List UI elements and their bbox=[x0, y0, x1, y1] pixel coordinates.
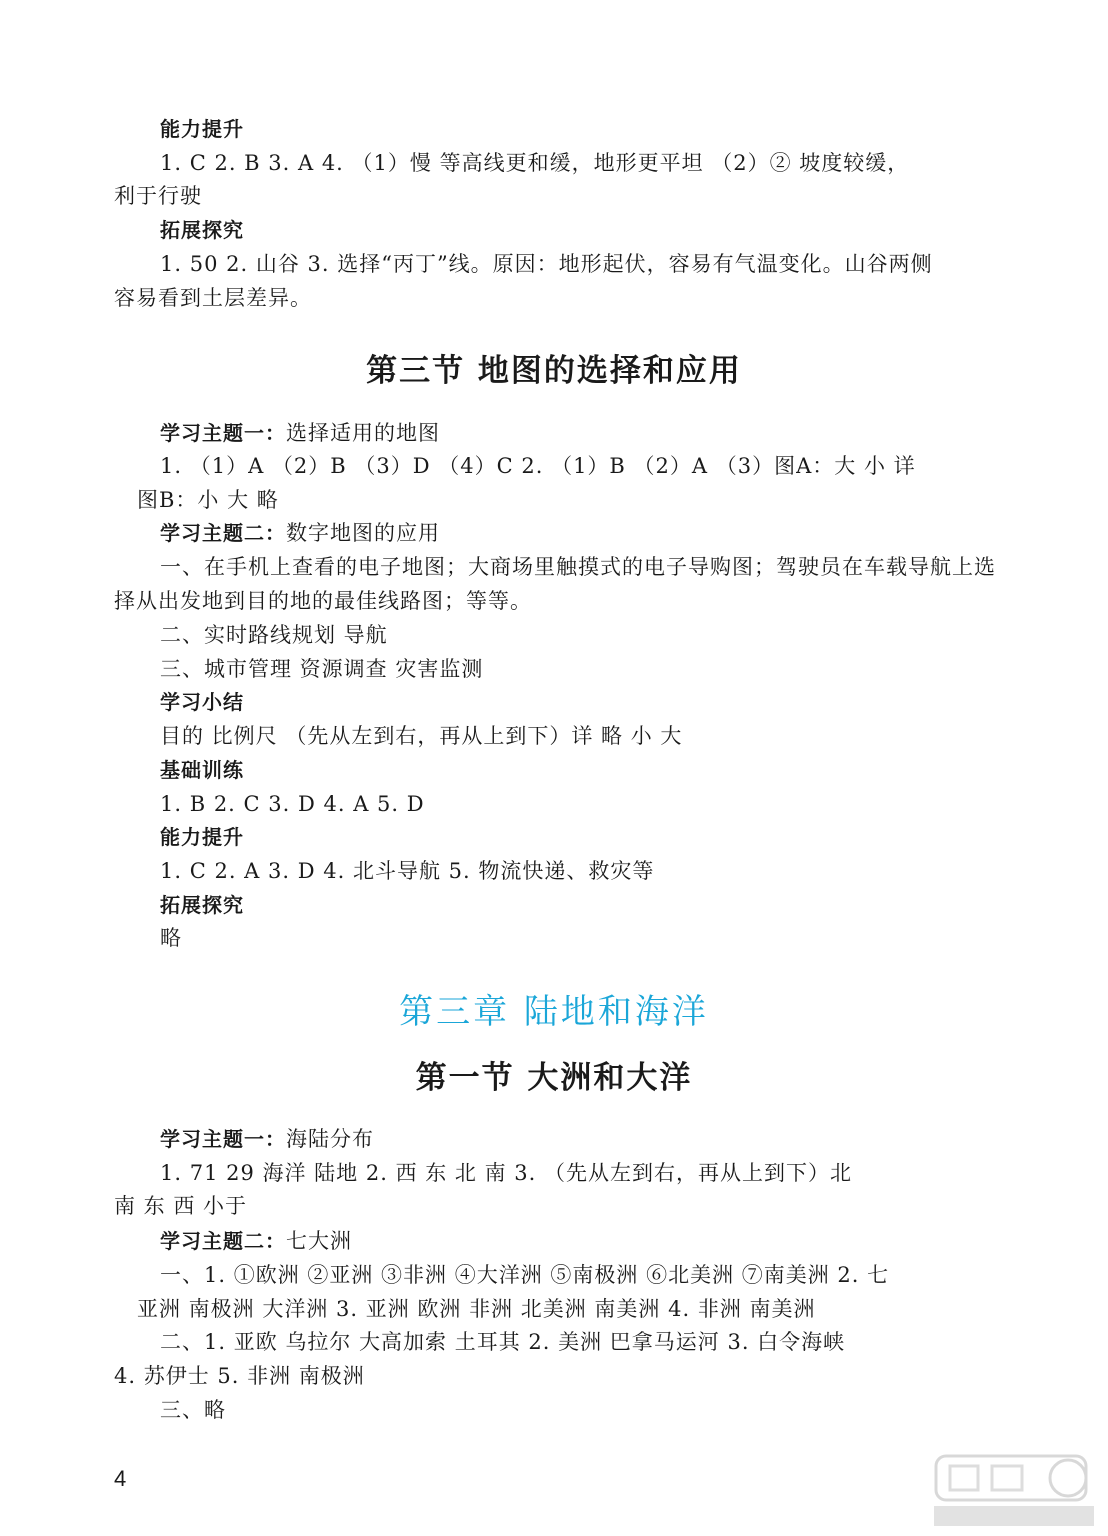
answer-line: 1. 71 29 海洋 陆地 2. 西 东 北 南 3. （先从左到右，再从上到下）北 bbox=[160, 1161, 852, 1185]
answer-line: 三、略 bbox=[160, 1398, 226, 1422]
topic-text: 海陆分布 bbox=[286, 1127, 374, 1151]
topic-label: 学习主题一： bbox=[160, 421, 286, 445]
answer-line: 二、实时路线规划 导航 bbox=[160, 623, 388, 647]
section-title: 第一节 大洲和大洋 bbox=[415, 1060, 693, 1096]
page-number: 4 bbox=[114, 1466, 127, 1491]
answer-line: 略 bbox=[160, 926, 182, 950]
topic-label: 学习主题一： bbox=[160, 1127, 286, 1151]
topic-text: 七大洲 bbox=[286, 1229, 352, 1253]
answer-line: 南 东 西 小于 bbox=[114, 1194, 248, 1218]
topic-text: 数字地图的应用 bbox=[286, 521, 440, 545]
topic-line bbox=[160, 1226, 352, 1256]
answer-line: 利于行驶 bbox=[114, 184, 202, 208]
heading-ability: 能力提升 bbox=[160, 117, 244, 141]
heading-extension: 拓展探究 bbox=[160, 218, 244, 242]
answer-line: 图B：小 大 略 bbox=[137, 488, 279, 512]
topic-label: 学习主题二： bbox=[160, 1229, 286, 1253]
answer-line: 1. （1）A （2）B （3）D （4）C 2. （1）B （2）A （3）图A：大 小 详 bbox=[160, 454, 916, 478]
chapter-title: 第三章 陆地和海洋 bbox=[399, 992, 709, 1032]
answer-line: 亚洲 南极洲 大洋洲 3. 亚洲 欧洲 非洲 北美洲 南美洲 4. 非洲 南美洲 bbox=[137, 1297, 816, 1321]
heading-summary: 学习小结 bbox=[160, 690, 244, 714]
answer-line: 二、1. 亚欧 乌拉尔 大高加索 土耳其 2. 美洲 巴拿马运河 3. 白令海峡 bbox=[160, 1330, 846, 1354]
answer-line: 1. B 2. C 3. D 4. A 5. D bbox=[160, 792, 425, 816]
answer-line: 1. C 2. A 3. D 4. 北斗导航 5. 物流快递、救灾等 bbox=[160, 859, 655, 883]
answer-line: 一、1. ①欧洲 ②亚洲 ③非洲 ④大洋洲 ⑤南极洲 ⑥北美洲 ⑦南美洲 2. 七 bbox=[160, 1263, 890, 1287]
topic-text: 选择适用的地图 bbox=[286, 421, 440, 445]
heading-basic: 基础训练 bbox=[160, 758, 244, 782]
watermark-logo bbox=[930, 1452, 1098, 1530]
topic-label: 学习主题二： bbox=[160, 521, 286, 545]
answer-line: 择从出发地到目的地的最佳线路图；等等。 bbox=[114, 589, 532, 613]
answer-line: 目的 比例尺 （先从左到右，再从上到下）详 略 小 大 bbox=[160, 724, 683, 748]
topic-line bbox=[160, 518, 440, 548]
answer-line: 1. 50 2. 山谷 3. 选择“丙丁”线。原因：地形起伏，容易有气温变化。山谷两侧 bbox=[160, 252, 933, 276]
answer-line: 4. 苏伊士 5. 非洲 南极洲 bbox=[114, 1364, 365, 1388]
section-title: 第三节 地图的选择和应用 bbox=[366, 353, 742, 389]
answer-line: 三、城市管理 资源调查 灾害监测 bbox=[160, 657, 484, 681]
topic-line bbox=[160, 418, 440, 448]
answer-line: 1. C 2. B 3. A 4. （1）慢 等高线更和缓，地形更平坦 （2）② 坡度较缓， bbox=[160, 151, 910, 175]
heading-ability: 能力提升 bbox=[160, 825, 244, 849]
answer-line: 容易看到土层差异。 bbox=[114, 286, 312, 310]
topic-line bbox=[160, 1124, 374, 1154]
heading-extension: 拓展探究 bbox=[160, 893, 244, 917]
answer-line: 一、在手机上查看的电子地图；大商场里触摸式的电子导购图；驾驶员在车载导航上选 bbox=[160, 555, 996, 579]
